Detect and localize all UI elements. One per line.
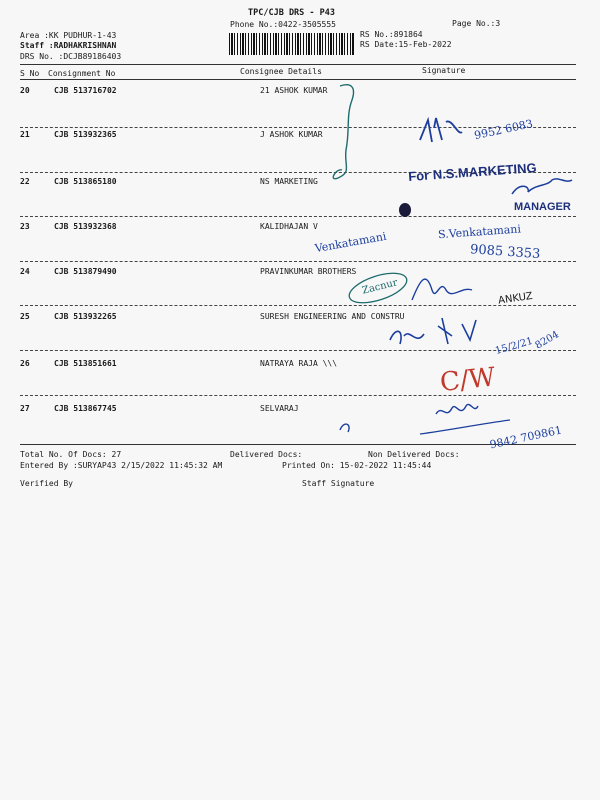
handwritten-phone: 9842 709861 bbox=[488, 423, 564, 452]
handwritten-date: 15/2/21 bbox=[494, 335, 535, 358]
row-sno: 22 bbox=[20, 177, 30, 186]
row-consignment: CJB 513932365 bbox=[54, 130, 117, 139]
handwritten-cw: C/W bbox=[438, 362, 497, 399]
row-consignment: CJB 513716702 bbox=[54, 86, 117, 95]
delivered-docs: Delivered Docs: bbox=[230, 450, 303, 459]
drs-number: DRS No. :DCJB89186403 bbox=[20, 52, 122, 61]
rs-number: RS No.:891864 bbox=[360, 30, 423, 39]
signature-stroke bbox=[512, 179, 572, 194]
total-docs: Total No. Of Docs: 27 bbox=[20, 450, 122, 459]
row-consignee: NATRAYA RAJA \\\ bbox=[260, 359, 338, 368]
col-sno: S No bbox=[20, 69, 40, 78]
row-consignee: SURESH ENGINEERING AND CONSTRU bbox=[260, 312, 405, 321]
row-consignee: NS MARKETING bbox=[260, 177, 318, 186]
col-signature: Signature bbox=[422, 66, 466, 75]
signature-stroke bbox=[412, 279, 472, 300]
row-sno: 26 bbox=[20, 359, 30, 368]
document-title: TPC/CJB DRS - P43 bbox=[248, 8, 335, 18]
signature-stroke bbox=[390, 318, 476, 344]
row-consignment: CJB 513932265 bbox=[54, 312, 117, 321]
handwritten-name: ANKUZ bbox=[497, 290, 534, 307]
row-consignee: PRAVINKUMAR BROTHERS bbox=[260, 267, 357, 276]
row-consignment: CJB 513932368 bbox=[54, 222, 117, 231]
row-consignment: CJB 513867745 bbox=[54, 404, 117, 413]
handwritten-name: S.Venkatamani bbox=[437, 222, 522, 242]
row-consignment: CJB 513851661 bbox=[54, 359, 117, 368]
staff-field: Staff :RADHAKRISHNAN bbox=[20, 41, 117, 50]
row-consignee: KALIDHAJAN V bbox=[260, 222, 318, 231]
handwritten-name: Zacnur bbox=[361, 277, 399, 297]
phone-number: Phone No.:0422-3505555 bbox=[230, 20, 336, 29]
stamp-company: For N.S.MARKETING bbox=[407, 160, 538, 185]
row-sno: 25 bbox=[20, 312, 30, 321]
signature-stroke bbox=[420, 118, 462, 142]
row-consignee: J ASHOK KUMAR bbox=[260, 130, 323, 139]
row-sno: 27 bbox=[20, 404, 30, 413]
printed-on: Printed On: 15-02-2022 11:45:44 bbox=[282, 461, 432, 470]
signature-stroke bbox=[333, 85, 353, 179]
handwritten-phone: 9952 6083 bbox=[473, 117, 535, 143]
row-consignee: SELVARAJ bbox=[260, 404, 299, 413]
rs-date: RS Date:15-Feb-2022 bbox=[360, 40, 452, 49]
page-number: Page No.:3 bbox=[452, 19, 501, 28]
row-consignment: CJB 513879490 bbox=[54, 267, 117, 276]
row-sno: 23 bbox=[20, 222, 30, 231]
row-sno: 20 bbox=[20, 86, 30, 95]
row-consignment: CJB 513865180 bbox=[54, 177, 117, 186]
handwritten-phone: 9085 3353 bbox=[469, 242, 541, 263]
non-delivered-docs: Non Delivered Docs: bbox=[368, 450, 460, 459]
staff-signature-label: Staff Signature bbox=[302, 479, 375, 488]
handwritten-code: 8204 bbox=[533, 329, 562, 352]
col-consignee: Consignee Details bbox=[240, 67, 322, 76]
entered-by: Entered By :SURYAP43 2/15/2022 11:45:32 AM bbox=[20, 461, 223, 470]
row-sno: 21 bbox=[20, 130, 30, 139]
stamp-role: MANAGER bbox=[514, 201, 571, 213]
col-consignment: Consignment No bbox=[48, 69, 116, 78]
row-consignee: 21 ASHOK KUMAR bbox=[260, 86, 328, 95]
ink-blot bbox=[399, 203, 411, 217]
signature-stroke bbox=[420, 420, 510, 434]
area-field: Area :KK PUDHUR-1-43 bbox=[20, 31, 117, 40]
verified-by: Verified By bbox=[20, 479, 73, 488]
row-sno: 24 bbox=[20, 267, 30, 276]
handwritten-name: Venkatamani bbox=[313, 229, 388, 256]
